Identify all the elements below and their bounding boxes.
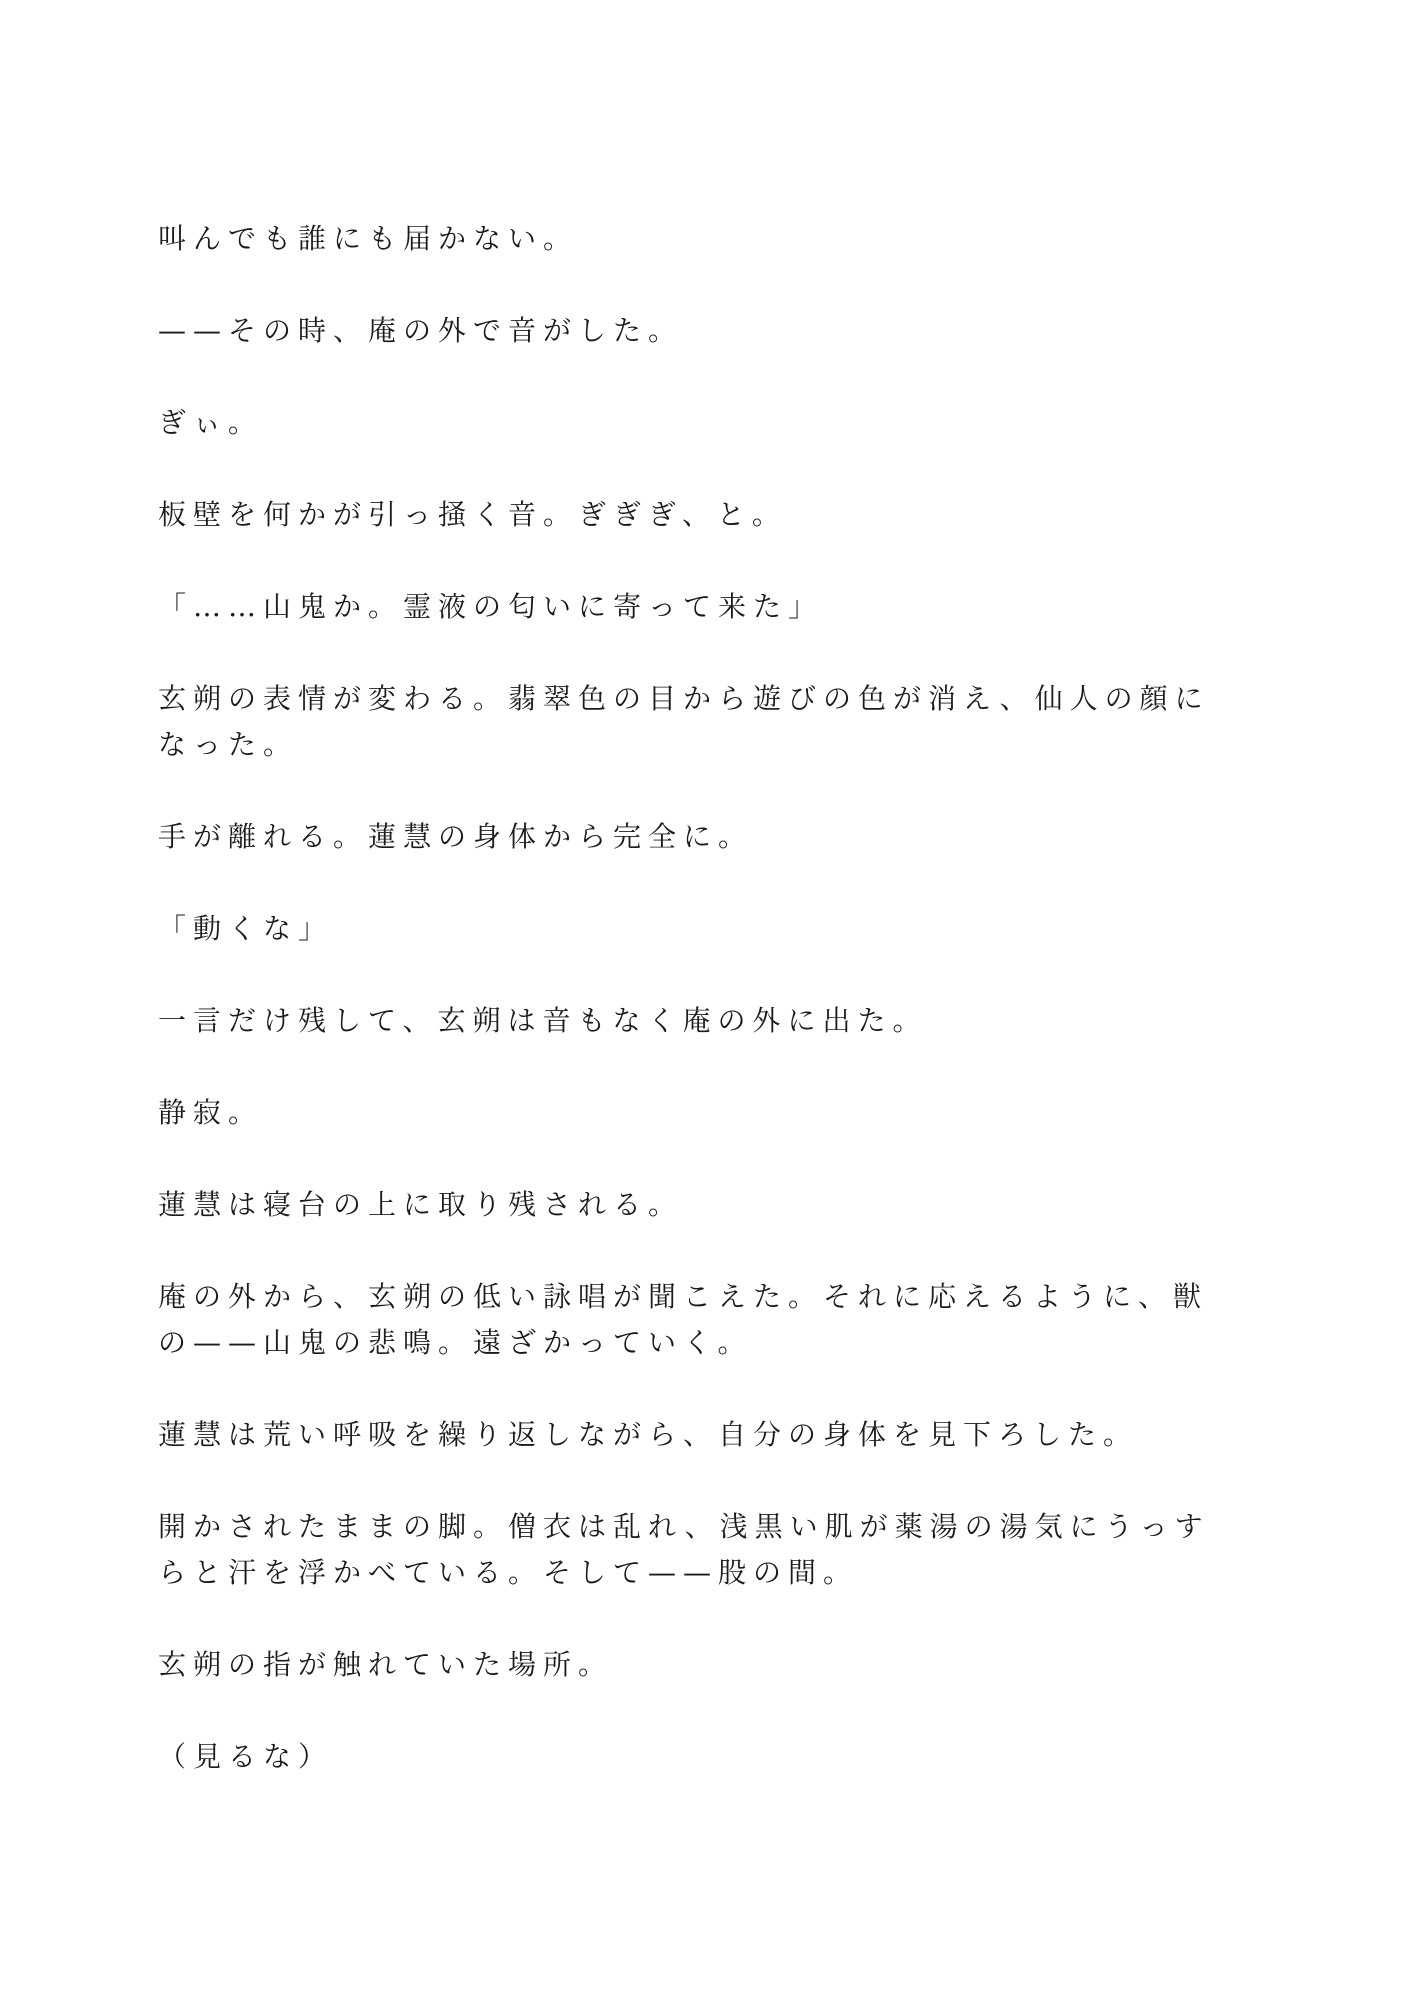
story-text-block <box>158 216 1238 1780</box>
paragraph: （見るな） <box>158 1740 334 1773</box>
paragraph: 蓮慧は寝台の上に取り残される。 <box>158 1188 684 1221</box>
paragraph: 玄朔の表情が変わる。翡翠色の目から遊びの色が消え、仙人の顔になった。 <box>158 682 1210 761</box>
paragraph: 手が離れる。蓮慧の身体から完全に。 <box>158 820 754 853</box>
paragraph: ——その時、庵の外で音がした。 <box>158 314 684 347</box>
paragraph: 蓮慧は荒い呼吸を繰り返しながら、自分の身体を見下ろした。 <box>158 1418 1139 1451</box>
paragraph: 玄朔の指が触れていた場所。 <box>158 1648 614 1681</box>
paragraph: 静寂。 <box>158 1096 264 1129</box>
paragraph: ぎぃ。 <box>158 406 264 439</box>
paragraph: 「動くな」 <box>158 912 334 945</box>
paragraph: 一言だけ残して、玄朔は音もなく庵の外に出た。 <box>158 1004 928 1037</box>
paragraph: 「……山鬼か。霊液の匂いに寄って来た」 <box>158 590 824 623</box>
paragraph: 庵の外から、玄朔の低い詠唱が聞こえた。それに応えるように、獣の——山鬼の悲鳴。遠ざかっていく。 <box>158 1280 1209 1359</box>
paragraph: 開かされたままの脚。僧衣は乱れ、浅黒い肌が薬湯の湯気にうっすらと汗を浮かべている。そして——股の間。 <box>158 1510 1210 1589</box>
paragraph: 叫んでも誰にも届かない。 <box>158 222 579 255</box>
paragraph: 板壁を何かが引っ掻く音。ぎぎぎ、と。 <box>158 498 787 531</box>
